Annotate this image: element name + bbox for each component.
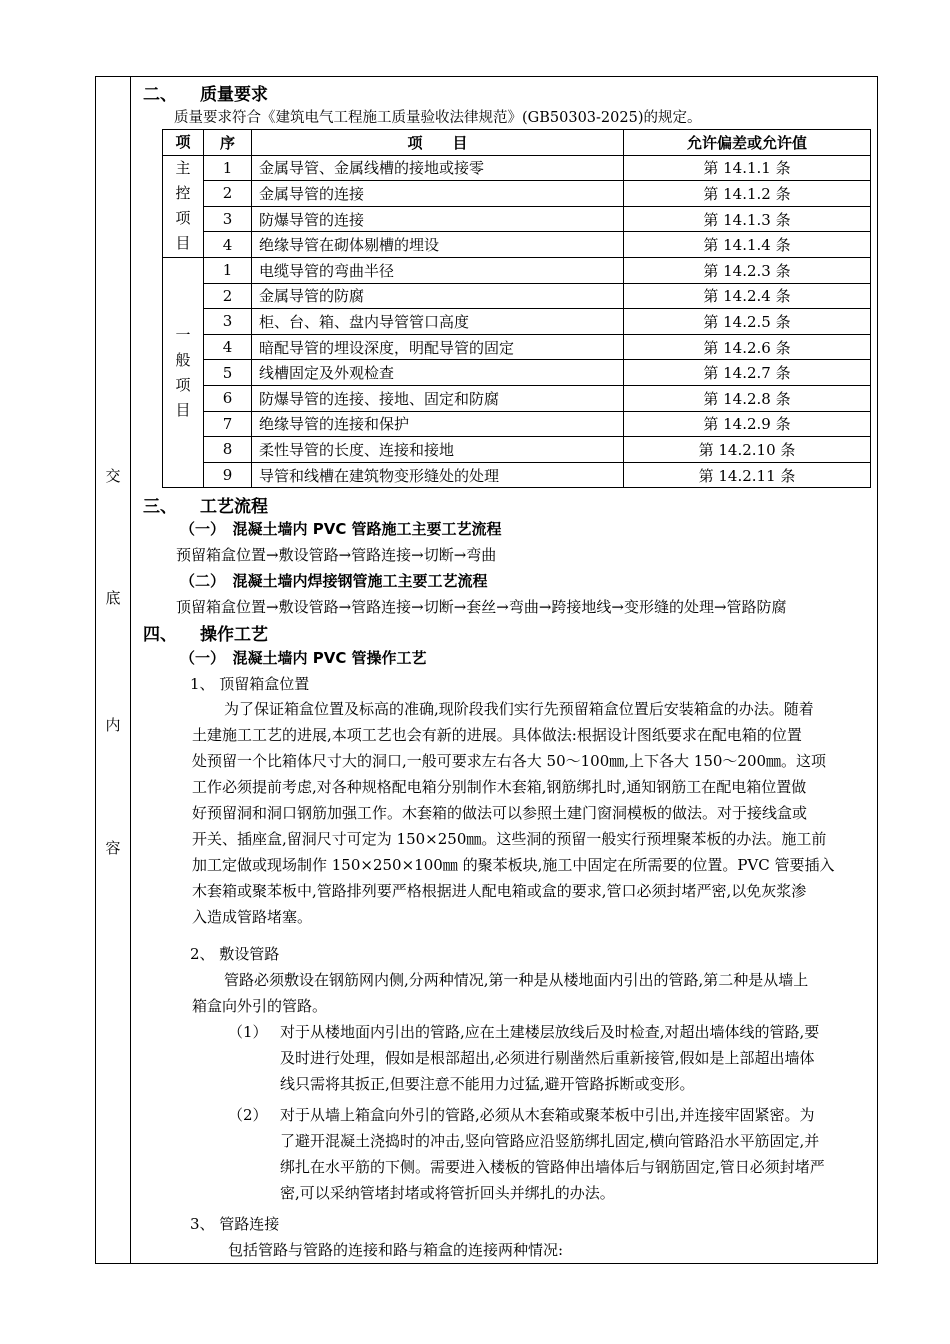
table-row (163, 437, 871, 463)
table-row (163, 155, 871, 181)
table-row (163, 309, 871, 335)
side-label-char: 底 (105, 589, 121, 607)
row-value: 第 14.2.9 条 (624, 411, 871, 437)
row-item: 金属导管的防腐 (252, 283, 624, 309)
item1-line: 加工定做或现场制作 150×250×100㎜ 的聚苯板块,施工中固定在所需要的位置。PVC 管要插入 (192, 856, 835, 874)
section3-sub2-title: （二） 混凝土墙内焊接钢管施工主要工艺流程 (180, 572, 488, 590)
section3-title: 工艺流程 (200, 497, 268, 517)
section3-sub1-title: （一） 混凝土墙内 PVC 管路施工主要工艺流程 (180, 520, 502, 538)
header-category: 项 (163, 130, 204, 156)
row-item: 导管和线槽在建筑物变形缝处的处理 (252, 462, 624, 488)
item1-line: 为了保证箱盒位置及标高的准确,现阶段我们实行先预留箱盒位置后安装箱盒的办法。随着 (224, 700, 814, 718)
row-item: 金属导管的连接 (252, 181, 624, 207)
general-group-label: 一般项目 (163, 257, 204, 487)
row-index: 2 (204, 283, 252, 309)
table-header-row (163, 130, 871, 156)
row-value: 第 14.1.1 条 (624, 155, 871, 181)
side-label-char: 容 (105, 839, 121, 857)
section4-number: 四、 (143, 625, 177, 645)
table-row (163, 411, 871, 437)
section4-title: 操作工艺 (200, 625, 268, 645)
sub-a-line: 对于从楼地面内引出的管路,应在土建楼层放线后及时检查,对超出墙体线的管路,要 (280, 1023, 820, 1041)
sub-b-line: 密,可以采纳管堵封堵或将管折回头并绑扎的办法。 (280, 1184, 615, 1202)
row-index: 5 (204, 360, 252, 386)
row-value: 第 14.2.11 条 (624, 462, 871, 488)
section4-sub1-title: （一） 混凝土墙内 PVC 管操作工艺 (180, 649, 427, 667)
item1-line: 工作必须提前考虑,对各种规格配电箱分别制作木套箱,钢筋绑扎时,通知钢筋工在配电箱位置做 (192, 778, 807, 796)
sub-a-number: （1） (228, 1023, 268, 1041)
side-label-char: 交 (105, 467, 121, 485)
row-index: 2 (204, 181, 252, 207)
row-index: 7 (204, 411, 252, 437)
table-row (163, 257, 871, 283)
row-item: 防爆导管的连接 (252, 206, 624, 232)
row-value: 第 14.2.8 条 (624, 385, 871, 411)
item1-line: 处预留一个比箱体尺寸大的洞口,一般可要求左右各大 50～100㎜,上下各大 150～200㎜。这项 (192, 752, 827, 770)
row-index: 4 (204, 334, 252, 360)
side-label-char: 内 (105, 716, 121, 734)
sub-b-line: 对于从墙上箱盒向外引的管路,必须从木套箱或聚苯板中引出,并连接牢固紧密。为 (280, 1106, 815, 1124)
item2-line: 箱盒向外引的管路。 (192, 997, 328, 1015)
quality-table (162, 129, 871, 488)
row-value: 第 14.2.3 条 (624, 257, 871, 283)
header-item: 项 目 (252, 130, 624, 156)
sub-b-line: 了避开混凝土浇捣时的冲击,竖向管路应沿竖筋绑扎固定,横向管路沿水平筋固定,并 (280, 1132, 820, 1150)
row-item: 电缆导管的弯曲半径 (252, 257, 624, 283)
row-value: 第 14.2.4 条 (624, 283, 871, 309)
row-index: 1 (204, 155, 252, 181)
section3-sub2-text: 顶留箱盒位置→敷设管路→管路连接→切断→套丝→弯曲→跨接地线→变形缝的处理→管路防腐 (176, 598, 787, 616)
row-value: 第 14.1.2 条 (624, 181, 871, 207)
row-item: 金属导管、金属线槽的接地或接零 (252, 155, 624, 181)
sub-a-line: 及时进行处理，假如是根部超出,必须进行剔凿然后重新接管,假如是上部超出墙体 (280, 1049, 815, 1067)
item2-line: 管路必须敷设在钢筋网内侧,分两种情况,第一种是从楼地面内引出的管路,第二种是从墙上 (224, 971, 809, 989)
table-row (163, 283, 871, 309)
section2-title: 质量要求 (200, 85, 268, 105)
section2-intro: 质量要求符合《建筑电气工程施工质量验收法律规范》(GB50303-2025)的规定。 (174, 110, 702, 126)
side-label-column (96, 77, 131, 1263)
row-value: 第 14.2.5 条 (624, 309, 871, 335)
row-item: 绝缘导管在砌体剔槽的埋设 (252, 232, 624, 258)
sub-b-line: 绑扎在水平筋的下侧。需要进入楼板的管路伸出墙体后与钢筋固定,管日必须封堵严 (280, 1158, 825, 1176)
table-row (163, 334, 871, 360)
row-index: 6 (204, 385, 252, 411)
row-item: 暗配导管的埋设深度，明配导管的固定 (252, 334, 624, 360)
table-row (163, 360, 871, 386)
row-index: 8 (204, 437, 252, 463)
sub-b-number: （2） (228, 1106, 268, 1124)
item1-title: 1、 顶留箱盒位置 (190, 675, 310, 693)
item2-title: 2、 敷设管路 (190, 945, 280, 963)
main-group-label: 主控项目 (163, 155, 204, 257)
item1-line: 入造成管路堵塞。 (192, 908, 313, 926)
row-index: 1 (204, 257, 252, 283)
item1-line: 木套箱或聚苯板中,管路排列要严格根据进人配电箱或盒的要求,管口必须封堵严密,以免灰浆渗 (192, 882, 807, 900)
row-item: 线槽固定及外观检查 (252, 360, 624, 386)
row-index: 4 (204, 232, 252, 258)
row-item: 柔性导管的长度、连接和接地 (252, 437, 624, 463)
item3-line: 包括管路与管路的连接和路与箱盒的连接两种情况: (228, 1241, 564, 1259)
header-index: 序 (204, 130, 252, 156)
table-row (163, 181, 871, 207)
row-item: 绝缘导管的连接和保护 (252, 411, 624, 437)
table-row (163, 462, 871, 488)
row-index: 3 (204, 309, 252, 335)
row-item: 柜、台、箱、盘内导管管口高度 (252, 309, 624, 335)
item1-line: 开关、插座盒,留洞尺寸可定为 150×250㎜。这些洞的预留一般实行预埋聚苯板的办法。施工前 (192, 830, 827, 848)
item1-line: 土建施工工艺的进展,本项工艺也会有新的进展。具体做法:根据设计图纸要求在配电箱的位置 (192, 726, 802, 744)
item1-line: 好预留洞和洞口钢筋加强工作。木套箱的做法可以参照土建门窗洞模板的做法。对于接线盒或 (192, 804, 808, 822)
table-row (163, 232, 871, 258)
table-row (163, 385, 871, 411)
header-value: 允许偏差或允许值 (624, 130, 871, 156)
section2-number: 二、 (143, 85, 177, 105)
section3-number: 三、 (143, 497, 177, 517)
row-value: 第 14.2.7 条 (624, 360, 871, 386)
row-index: 3 (204, 206, 252, 232)
row-item: 防爆导管的连接、接地、固定和防腐 (252, 385, 624, 411)
row-value: 第 14.2.6 条 (624, 334, 871, 360)
row-value: 第 14.1.3 条 (624, 206, 871, 232)
table-row (163, 206, 871, 232)
row-index: 9 (204, 462, 252, 488)
row-value: 第 14.1.4 条 (624, 232, 871, 258)
row-value: 第 14.2.10 条 (624, 437, 871, 463)
sub-a-line: 线只需将其扳正,但要注意不能用力过猛,避开管路拆断或变形。 (280, 1075, 695, 1093)
item3-title: 3、 管路连接 (190, 1215, 280, 1233)
section3-sub1-text: 预留箱盒位置→敷设管路→管路连接→切断→弯曲 (176, 546, 497, 564)
